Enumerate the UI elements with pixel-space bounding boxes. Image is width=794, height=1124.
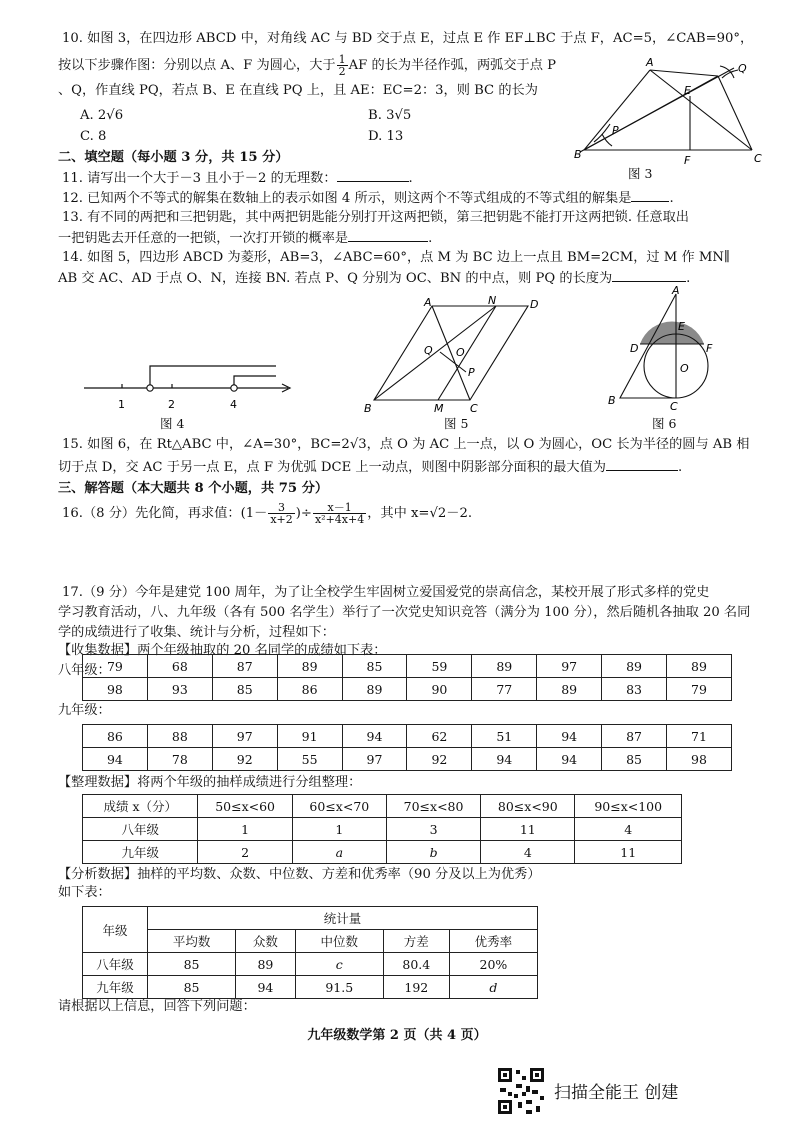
group-row-cell: 1: [198, 818, 292, 841]
fig4-tick-4: 4: [230, 398, 237, 411]
grade8-score-row-cell: 89: [472, 655, 537, 678]
grade9-scores-table: [82, 724, 732, 771]
group-row-cell: 2: [198, 841, 292, 864]
group-row-cell: 4: [575, 818, 682, 841]
fig5-label-m: M: [434, 402, 444, 415]
group-row-cell: 11: [575, 841, 682, 864]
page-footer: 九年级数学第 2 页（共 4 页）: [307, 1028, 487, 1043]
grade9-score-row-cell: 97: [212, 725, 277, 748]
q12-text: 12. 已知两个不等式的解集在数轴上的表示如图 4 所示，则这两个不等式组成的不等式组的解集是: [62, 191, 632, 206]
q13-text: 一把钥匙去开任意的一把锁，一次打开锁的概率是: [58, 231, 349, 246]
q16-fraction-2: [313, 502, 366, 525]
fig3-label-c: C: [754, 152, 762, 165]
q14-blank: [612, 269, 686, 282]
stat-title: 统计量: [148, 907, 538, 930]
q15-text: 切于点 D，交 AC 于另一点 E，点 F 为优弧 DCE 上一动点，则图中阴影部分面积的最大值为: [58, 460, 606, 475]
fig6-label-o: O: [680, 362, 689, 375]
fig5-label-p: P: [468, 366, 475, 379]
q11-text: 11. 请写出一个大于－3 且小于－2 的无理数：: [62, 171, 337, 186]
stat-header-row: [83, 930, 538, 953]
fig5-label-n: N: [488, 294, 497, 307]
grade8-score-row-cell: 89: [277, 655, 342, 678]
q17-line2: 学习教育活动，八、九年级（各有 500 名学生）举行了一次党史知识竞答（满分为 100 分），然后随机各抽取 20 名同: [58, 605, 751, 620]
group-header-row-cell: 90≤x<100: [575, 795, 682, 818]
grade9-score-row-cell: 71: [667, 725, 732, 748]
grade8-score-row-cell: 85: [212, 678, 277, 701]
fig5-label-c: C: [470, 402, 478, 415]
group-header-row-cell: 60≤x<70: [292, 795, 386, 818]
q16-mid: )÷: [295, 506, 312, 521]
fig6-label-b: B: [608, 394, 616, 407]
grade9-score-row-cell: 86: [83, 725, 148, 748]
fig3-caption: 图 3: [628, 166, 653, 181]
group-header-row-cell: 80≤x<90: [481, 795, 575, 818]
group-row-cell: a: [292, 841, 386, 864]
q10-line2-b: AF 的长为半径作弧，两弧交于点 P: [348, 58, 556, 73]
group-row-cell: 九年级: [83, 841, 198, 864]
q16-f1-den: x+2: [270, 513, 293, 526]
group-row-cell: 3: [386, 818, 480, 841]
q17-line1: 17.（9 分）今年是建党 100 周年，为了让全校学生牢固树立爱国爱党的崇高信念，某校开展了形式多样的党史: [62, 585, 710, 600]
grade9-score-row-cell: 97: [342, 748, 407, 771]
fraction-half: [337, 54, 348, 77]
q16-fraction-1: [268, 502, 294, 525]
q10-option-d: D. 13: [368, 129, 404, 144]
fig3-label-f: F: [684, 154, 691, 167]
q16-pre: 16.（8 分）先化简，再求值：(1－: [62, 506, 268, 521]
grade9-label: 九年级：: [58, 703, 111, 718]
q17-collect: 【收集数据】两个年级抽取的 20 名同学的成绩如下表：: [58, 643, 387, 658]
frac-num: 1: [338, 53, 346, 66]
figure-5: [362, 294, 552, 418]
grade8-score-row-cell: 86: [277, 678, 342, 701]
q15-line1: 15. 如图 6，在 Rt△ABC 中，∠A=30°，BC=2√3，点 O 为 AC 上一点，以 O 为圆心，OC 长为半径的圆与 AB 相: [62, 437, 750, 452]
stat-grade-header: 年级: [83, 907, 148, 953]
fig3-label-e: E: [684, 84, 691, 97]
grade9-score-row-cell: 85: [602, 748, 667, 771]
q16-f1-num: 3: [268, 502, 294, 514]
grade9-score-row-cell: 62: [407, 725, 472, 748]
q16-f2-den: x²+4x+4: [314, 513, 365, 526]
q17-answer: 请根据以上信息，回答下列问题：: [58, 999, 256, 1014]
grade8-score-row-cell: 83: [602, 678, 667, 701]
grade9-score-row-cell: 51: [472, 725, 537, 748]
fig6-label-e: E: [678, 320, 685, 333]
fig4-tick-2: 2: [168, 398, 175, 411]
stat-row-cell: d: [449, 976, 537, 999]
grade9-score-row-cell: 88: [147, 725, 212, 748]
grade9-score-row: [83, 748, 732, 771]
q14-line1: 14. 如图 5，四边形 ABCD 为菱形，AB=3，∠ABC=60°，点 M 为 BC 边上一点且 BM=2CM，过 M 作 MN∥: [62, 250, 730, 265]
section-3-heading: 三、解答题（本大题共 8 个小题，共 75 分）: [58, 481, 329, 496]
fig4-caption: 图 4: [160, 416, 185, 431]
q15-line2: 切于点 D，交 AC 于另一点 E，点 F 为优弧 DCE 上一动点，则图中阴影部分面积的最大值为 .: [58, 460, 683, 475]
grade9-score-row-cell: 92: [212, 748, 277, 771]
section-2-heading: 二、填空题（每小题 3 分，共 15 分）: [58, 150, 289, 165]
stat-row-cell: 85: [148, 953, 236, 976]
grade9-score-row-cell: 92: [407, 748, 472, 771]
stat-row: [83, 976, 538, 999]
fig5-label-a: A: [424, 296, 432, 309]
grade8-label: 八年级：: [58, 663, 111, 678]
grade8-score-row: [83, 655, 732, 678]
q17-line3: 学的成绩进行了收集、统计与分析，过程如下：: [58, 625, 335, 640]
q12: 12. 已知两个不等式的解集在数轴上的表示如图 4 所示，则这两个不等式组成的不等式组的解集是 .: [62, 191, 674, 206]
grade8-score-row-cell: 89: [667, 655, 732, 678]
figure-3: [572, 56, 782, 180]
q15-blank: [606, 458, 678, 471]
q10-line2: [58, 54, 556, 77]
stat-header-row-cell: 方差: [383, 930, 449, 953]
group-header-row: [83, 795, 682, 818]
stat-table: [82, 906, 538, 999]
group-header-row-cell: 70≤x<80: [386, 795, 480, 818]
stat-row-cell: c: [295, 953, 383, 976]
group-row-cell: 4: [481, 841, 575, 864]
grade9-score-row-cell: 87: [602, 725, 667, 748]
grade8-score-row-cell: 59: [407, 655, 472, 678]
fig6-label-c: C: [670, 400, 678, 413]
grade9-score-row-cell: 94: [342, 725, 407, 748]
q10-line3: 、Q，作直线 PQ，若点 B、E 在直线 PQ 上，且 AE：EC=2：3，则 BC 的长为: [58, 83, 538, 98]
group-row: [83, 841, 682, 864]
figure-6: [600, 286, 720, 416]
stat-row-cell: 80.4: [383, 953, 449, 976]
q13-blank: [348, 229, 428, 242]
fig3-label-p: P: [612, 124, 619, 137]
grade8-score-row-cell: 93: [147, 678, 212, 701]
scanner-watermark: 扫描全能王 创建: [554, 1083, 679, 1103]
stat-row-cell: 89: [236, 953, 296, 976]
figure-4: [80, 352, 300, 412]
stat-row-cell: 85: [148, 976, 236, 999]
stat-row-cell: 94: [236, 976, 296, 999]
grade9-score-row-cell: 94: [83, 748, 148, 771]
grade8-score-row-cell: 87: [212, 655, 277, 678]
q16-post: ，其中 x=√2－2.: [367, 506, 473, 521]
stat-header-row-cell: 众数: [236, 930, 296, 953]
fig6-label-d: D: [630, 342, 639, 355]
q17-analyze2: 如下表：: [58, 885, 111, 900]
group-row-cell: 1: [292, 818, 386, 841]
fig5-label-b: B: [364, 402, 372, 415]
qr-code-icon: [496, 1066, 546, 1116]
q14-text: AB 交 AC、AD 于点 O、N，连接 BN. 若点 P、Q 分别为 OC、BN 的中点，则 PQ 的长度为: [58, 271, 613, 286]
fig5-label-o: O: [456, 346, 465, 359]
q11-blank: [337, 169, 409, 182]
q10-option-b: B. 3√5: [368, 108, 412, 123]
grade8-score-row-cell: 79: [667, 678, 732, 701]
fig3-label-b: B: [574, 148, 582, 161]
fig3-label-a: A: [646, 56, 654, 69]
grade8-score-row-cell: 98: [83, 678, 148, 701]
stat-row: [83, 953, 538, 976]
group-row: [83, 818, 682, 841]
grade8-score-row-cell: 89: [537, 678, 602, 701]
fig4-tick-1: 1: [118, 398, 125, 411]
group-row-cell: 11: [481, 818, 575, 841]
fig5-label-d: D: [530, 298, 539, 311]
group-table: [82, 794, 682, 864]
fig6-caption: 图 6: [652, 416, 677, 431]
q11: 11. 请写出一个大于－3 且小于－2 的无理数： .: [62, 171, 413, 186]
grade8-score-row: [83, 678, 732, 701]
stat-row-cell: 192: [383, 976, 449, 999]
grade8-score-row-cell: 89: [602, 655, 667, 678]
q10-option-c: C. 8: [80, 129, 107, 144]
grade9-score-row-cell: 94: [537, 725, 602, 748]
group-row-cell: b: [386, 841, 480, 864]
grade9-score-row: [83, 725, 732, 748]
grade8-score-row-cell: 79: [83, 655, 148, 678]
group-header-row-cell: 50≤x<60: [198, 795, 292, 818]
fig5-caption: 图 5: [444, 416, 469, 431]
grade9-score-row-cell: 78: [147, 748, 212, 771]
stat-row-cell: 九年级: [83, 976, 148, 999]
q10-line2-a: 按以下步骤作图：分别以点 A、F 为圆心，大于: [58, 58, 336, 73]
grade8-score-row-cell: 77: [472, 678, 537, 701]
grade8-scores-table: [82, 654, 732, 701]
group-row-cell: 八年级: [83, 818, 198, 841]
group-header-row-cell: 成绩 x（分）: [83, 795, 198, 818]
frac-den: 2: [338, 65, 346, 78]
fig5-label-q: Q: [424, 344, 433, 357]
grade8-score-row-cell: 68: [147, 655, 212, 678]
fig6-label-a: A: [672, 286, 680, 297]
q17-organize: 【整理数据】将两个年级的抽样成绩进行分组整理：: [58, 775, 362, 790]
grade9-score-row-cell: 91: [277, 725, 342, 748]
q13-line1: 13. 有不同的两把和三把钥匙，其中两把钥匙能分别打开这两把锁，第三把钥匙不能打开这两把锁. 任意取出: [62, 210, 689, 225]
stat-header-row-cell: 平均数: [148, 930, 236, 953]
grade9-score-row-cell: 98: [667, 748, 732, 771]
grade8-score-row-cell: 89: [342, 678, 407, 701]
q14-line2: AB 交 AC、AD 于点 O、N，连接 BN. 若点 P、Q 分别为 OC、BN 的中点，则 PQ 的长度为 .: [58, 271, 691, 286]
grade9-score-row-cell: 94: [537, 748, 602, 771]
stat-header-row-cell: 中位数: [295, 930, 383, 953]
grade8-score-row-cell: 85: [342, 655, 407, 678]
q16: [62, 502, 472, 525]
q12-blank: [631, 189, 669, 202]
stat-row-cell: 91.5: [295, 976, 383, 999]
grade8-score-row-cell: 90: [407, 678, 472, 701]
grade9-score-row-cell: 55: [277, 748, 342, 771]
q16-f2-num: x－1: [313, 502, 366, 514]
q13-line2: 一把钥匙去开任意的一把锁，一次打开锁的概率是 .: [58, 231, 433, 246]
fig6-label-f: F: [706, 342, 713, 355]
q17-analyze: 【分析数据】抽样的平均数、众数、中位数、方差和优秀率（90 分及以上为优秀）: [58, 867, 541, 882]
stat-header-row-cell: 优秀率: [449, 930, 537, 953]
fig3-label-q: Q: [738, 62, 747, 75]
stat-row-cell: 八年级: [83, 953, 148, 976]
q10-line1: 10. 如图 3，在四边形 ABCD 中，对角线 AC 与 BD 交于点 E，过点 E 作 EF⊥BC 于点 F，AC=5，∠CAB=90°，: [62, 31, 754, 46]
grade9-score-row-cell: 94: [472, 748, 537, 771]
stat-row-cell: 20%: [449, 953, 537, 976]
grade8-score-row-cell: 97: [537, 655, 602, 678]
q10-option-a: A. 2√6: [80, 108, 124, 123]
